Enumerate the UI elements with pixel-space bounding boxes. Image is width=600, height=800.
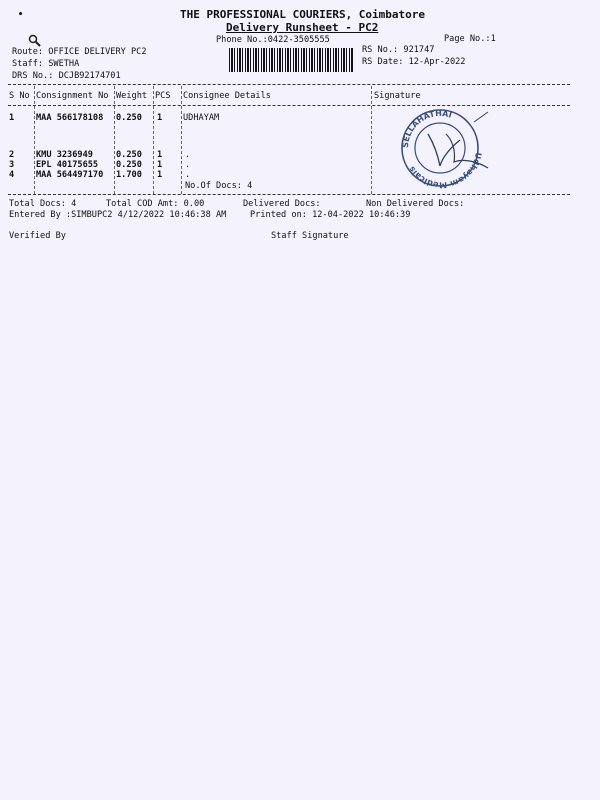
row-consignee: . xyxy=(185,170,191,180)
entered-by: Entered By :SIMBUPC2 4/12/2022 10:46:38 AM xyxy=(9,210,227,220)
header-sno: S No xyxy=(9,91,30,101)
header-signature: Signature xyxy=(374,91,421,101)
row-weight: 0.250 xyxy=(116,150,142,160)
page-number: Page No.:1 xyxy=(444,34,496,44)
row-consignment: KMU 3236949 xyxy=(36,150,93,160)
row-pcs: 1 xyxy=(157,150,163,160)
printed-on: Printed on: 12-04-2022 10:46:39 xyxy=(250,210,411,220)
row-pcs: 1 xyxy=(157,113,163,123)
row-sno: 1 xyxy=(9,113,15,123)
total-cod-amount: Total COD Amt: 0.00 xyxy=(106,199,205,209)
row-consignee: UDHAYAM xyxy=(183,113,220,123)
row-weight: 1.700 xyxy=(116,170,142,180)
column-divider xyxy=(34,86,35,194)
header-pcs: PCS xyxy=(155,91,171,101)
header-consignee: Consignee Details xyxy=(183,91,271,101)
route-label: Route: OFFICE DELIVERY PC2 xyxy=(12,47,147,57)
row-pcs: 1 xyxy=(157,160,163,170)
barcode xyxy=(229,48,354,72)
row-sno: 4 xyxy=(9,170,15,180)
column-divider xyxy=(181,86,182,194)
staff-signature: Staff Signature xyxy=(271,231,349,241)
delivered-docs: Delivered Docs: xyxy=(243,199,321,209)
magnifier-icon xyxy=(28,34,42,48)
rs-date: RS Date: 12-Apr-2022 xyxy=(362,57,466,67)
row-weight: 0.250 xyxy=(116,113,142,123)
column-divider xyxy=(153,86,154,194)
row-consignee: . xyxy=(185,160,191,170)
svg-text:SELLAHATHAI xyxy=(401,109,453,148)
column-divider xyxy=(371,86,372,194)
row-weight: 0.250 xyxy=(116,160,142,170)
table-bottom-rule xyxy=(8,194,570,195)
row-consignment: EPL 40175655 xyxy=(36,160,99,170)
phone-number: Phone No.:0422-3505555 xyxy=(216,35,330,45)
stamp-text-bottom: Udhayam Medicals xyxy=(407,151,484,190)
row-consignment: MAA 564497170 xyxy=(36,170,104,180)
runsheet-subtitle: Delivery Runsheet - PC2 xyxy=(226,21,379,34)
dot-mark: • xyxy=(18,10,24,20)
total-docs: Total Docs: 4 xyxy=(9,199,77,209)
header-consignment: Consignment No xyxy=(36,91,109,101)
non-delivered-docs: Non Delivered Docs: xyxy=(366,199,465,209)
drs-number: DRS No.: DCJB92174701 xyxy=(12,71,121,81)
header-weight: Weight xyxy=(116,91,148,101)
rs-number: RS No.: 921747 xyxy=(362,45,435,55)
stamp-text-top: SELLAHATHAI xyxy=(400,108,453,149)
row-consignee: . xyxy=(185,150,191,160)
row-sno: 3 xyxy=(9,160,15,170)
staff-label: Staff: SWETHA xyxy=(12,59,80,69)
svg-text:Udhayam Medicals xyxy=(407,152,483,190)
row-pcs: 1 xyxy=(157,170,163,180)
column-divider xyxy=(114,86,115,194)
row-sno: 2 xyxy=(9,150,15,160)
verified-by: Verified By xyxy=(9,231,66,241)
table-top-rule xyxy=(8,84,570,85)
no-of-docs: No.Of Docs: 4 xyxy=(185,181,253,191)
rubber-stamp xyxy=(394,104,492,192)
row-consignment: MAA 566178108 xyxy=(36,113,104,123)
company-title: THE PROFESSIONAL COURIERS, Coimbatore xyxy=(180,8,426,21)
